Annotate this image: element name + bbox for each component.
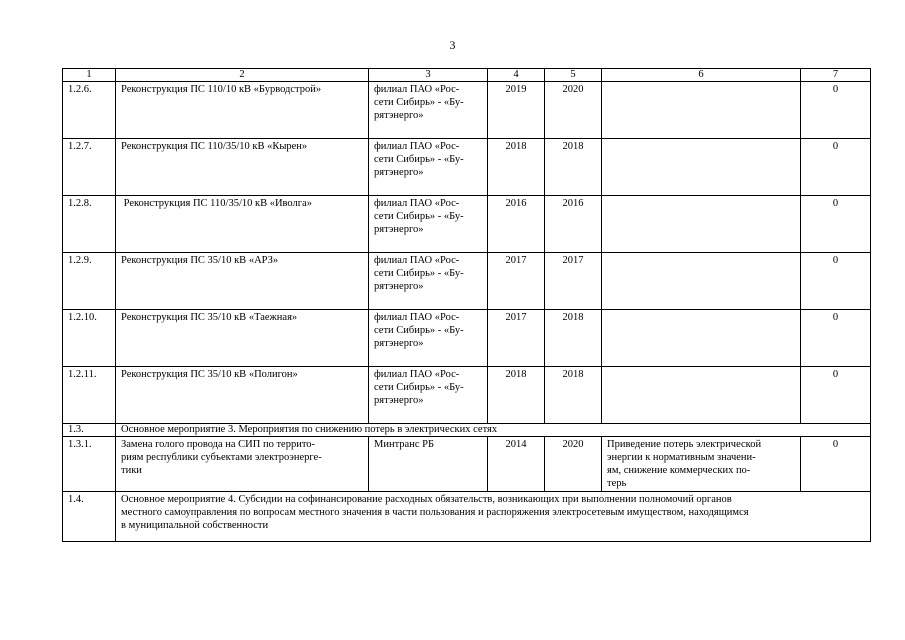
section-title: Основное мероприятие 3. Мероприятия по снижению потерь в электрических сетях <box>116 424 871 437</box>
expected-result <box>602 310 801 367</box>
indicator-value: 0 <box>801 196 871 253</box>
section-number: 1.3. <box>63 424 116 437</box>
indicator-value: 0 <box>801 310 871 367</box>
measures-table <box>62 68 871 542</box>
table-row <box>63 367 871 424</box>
measure-name: Реконструкция ПС 110/35/10 кВ «Кырен» <box>116 139 369 196</box>
header-cell-3: 3 <box>369 69 488 82</box>
end-year: 2018 <box>545 310 602 367</box>
start-year: 2017 <box>488 310 545 367</box>
start-year: 2019 <box>488 82 545 139</box>
expected-result <box>602 253 801 310</box>
section-row <box>63 492 871 542</box>
header-cell-6: 6 <box>602 69 801 82</box>
section-title: Основное мероприятие 4. Субсидии на софинансирование расходных обязательств, возникающих при выполнении полномочий органов местного самоуправления по вопросам местного значения в части пользования и распоряжения электросетевым имуществом, находящимся в муниципальной собственности <box>116 492 871 542</box>
executor: Минтранс РБ <box>369 437 488 492</box>
row-number: 1.2.10. <box>63 310 116 367</box>
start-year: 2014 <box>488 437 545 492</box>
measure-name: Реконструкция ПС 110/10 кВ «Бурводстрой» <box>116 82 369 139</box>
executor: филиал ПАО «Рос- сети Сибирь» - «Бу- рятэнерго» <box>369 367 488 424</box>
header-cell-5: 5 <box>545 69 602 82</box>
measure-name: Реконструкция ПС 110/35/10 кВ «Иволга» <box>116 196 369 253</box>
row-number: 1.2.6. <box>63 82 116 139</box>
end-year: 2017 <box>545 253 602 310</box>
indicator-value: 0 <box>801 437 871 492</box>
table-row <box>63 196 871 253</box>
section-row <box>63 424 871 437</box>
measure-name: Реконструкция ПС 35/10 кВ «АРЗ» <box>116 253 369 310</box>
measure-name: Реконструкция ПС 35/10 кВ «Таежная» <box>116 310 369 367</box>
page-number: 3 <box>449 38 456 52</box>
header-cell-7: 7 <box>801 69 871 82</box>
header-row <box>63 69 871 82</box>
indicator-value: 0 <box>801 253 871 310</box>
section-number: 1.4. <box>63 492 116 542</box>
expected-result <box>602 196 801 253</box>
executor: филиал ПАО «Рос- сети Сибирь» - «Бу- рятэнерго» <box>369 82 488 139</box>
expected-result <box>602 82 801 139</box>
table-row <box>63 82 871 139</box>
header-cell-1: 1 <box>63 69 116 82</box>
end-year: 2018 <box>545 367 602 424</box>
table-row <box>63 437 871 492</box>
start-year: 2018 <box>488 367 545 424</box>
end-year: 2018 <box>545 139 602 196</box>
row-number: 1.2.8. <box>63 196 116 253</box>
row-number: 1.2.7. <box>63 139 116 196</box>
start-year: 2017 <box>488 253 545 310</box>
header-cell-2: 2 <box>116 69 369 82</box>
executor: филиал ПАО «Рос- сети Сибирь» - «Бу- рятэнерго» <box>369 310 488 367</box>
header-cell-4: 4 <box>488 69 545 82</box>
start-year: 2018 <box>488 139 545 196</box>
indicator-value: 0 <box>801 367 871 424</box>
row-number: 1.2.11. <box>63 367 116 424</box>
measure-name: Реконструкция ПС 35/10 кВ «Полигон» <box>116 367 369 424</box>
table-row <box>63 310 871 367</box>
row-number: 1.3.1. <box>63 437 116 492</box>
expected-result <box>602 139 801 196</box>
end-year: 2016 <box>545 196 602 253</box>
table-row <box>63 253 871 310</box>
start-year: 2016 <box>488 196 545 253</box>
executor: филиал ПАО «Рос- сети Сибирь» - «Бу- рятэнерго» <box>369 139 488 196</box>
executor: филиал ПАО «Рос- сети Сибирь» - «Бу- рятэнерго» <box>369 253 488 310</box>
indicator-value: 0 <box>801 139 871 196</box>
end-year: 2020 <box>545 82 602 139</box>
indicator-value: 0 <box>801 82 871 139</box>
executor: филиал ПАО «Рос- сети Сибирь» - «Бу- рятэнерго» <box>369 196 488 253</box>
end-year: 2020 <box>545 437 602 492</box>
table-row <box>63 139 871 196</box>
expected-result <box>602 367 801 424</box>
measure-name: Замена голого провода на СИП по террито- риям республики субъектами электроэнерге- тики <box>116 437 369 492</box>
row-number: 1.2.9. <box>63 253 116 310</box>
expected-result: Приведение потерь электрической энергии к нормативным значени- ям, снижение коммерческих по- терь <box>602 437 801 492</box>
